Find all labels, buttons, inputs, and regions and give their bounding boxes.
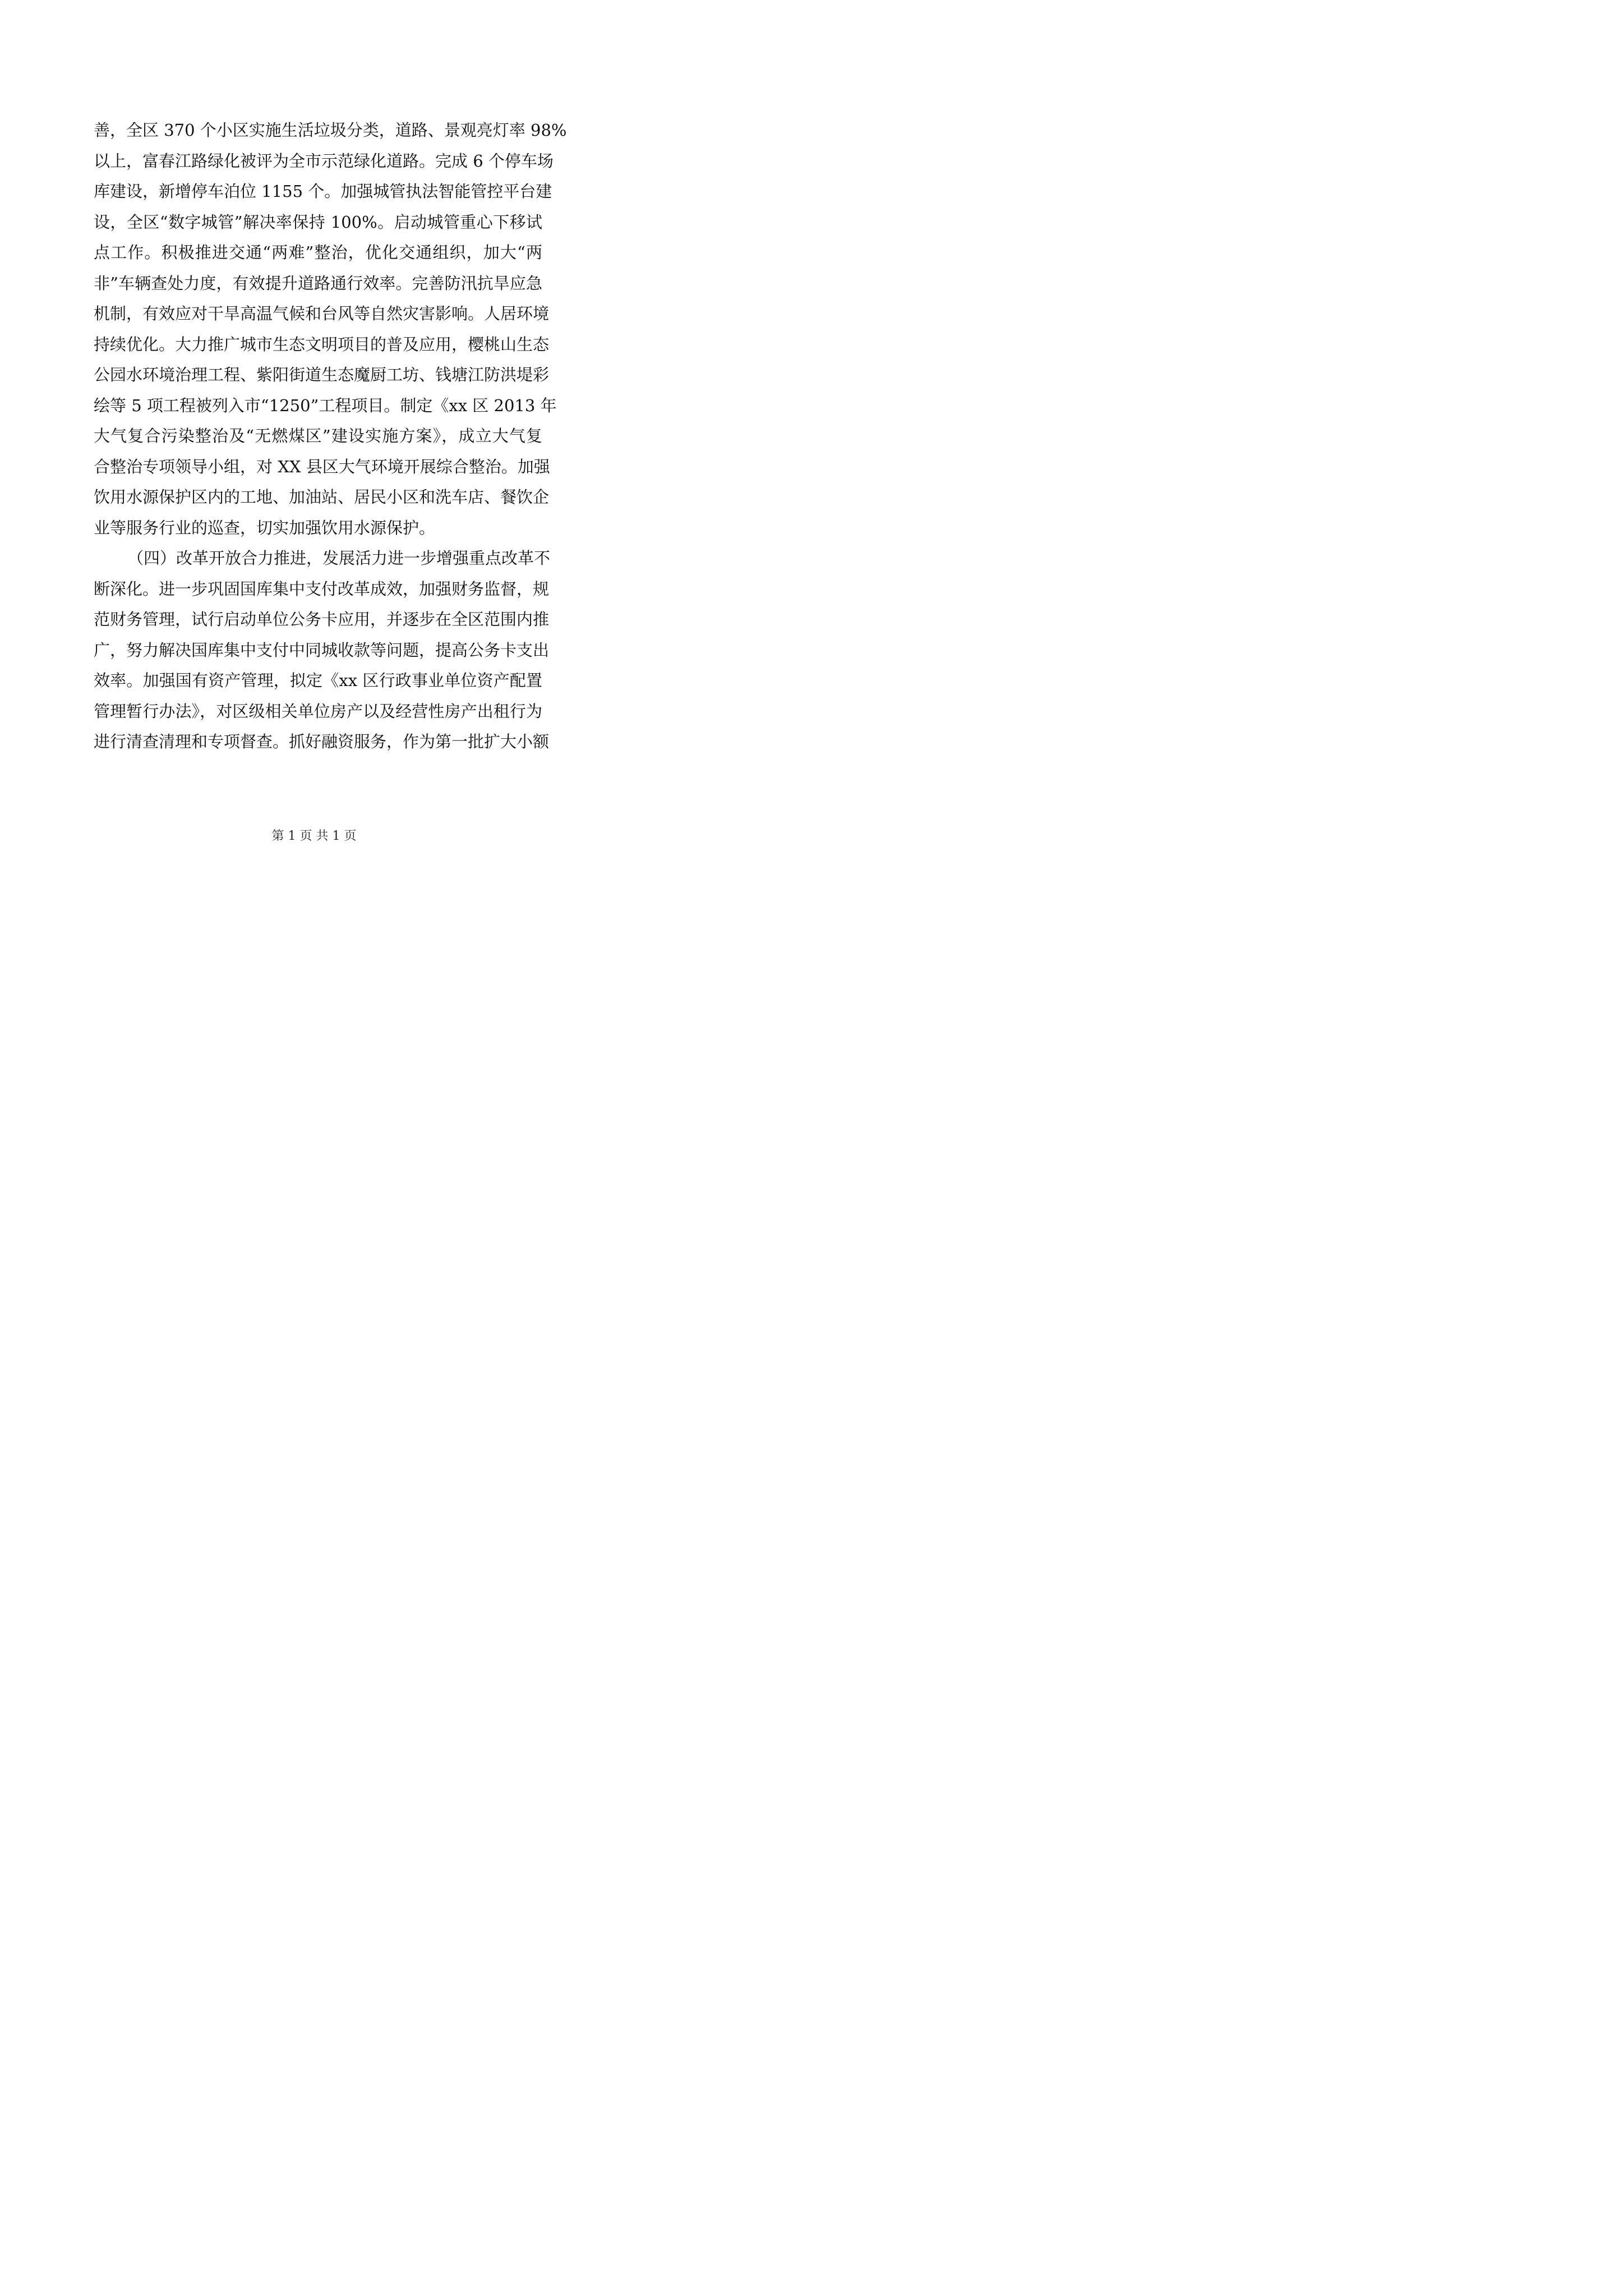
text-line: 大气复合污染整治及“无燃煤区”建设实施方案》，成立大气复 — [94, 426, 542, 445]
text-line: 以上，富春江路绿化被评为全市示范绿化道路。完成 6 个停车场 — [94, 151, 554, 171]
document-body — [94, 115, 567, 757]
text-line: 管理暂行办法》，对区级相关单位房产以及经营性房产出租行为 — [94, 701, 542, 721]
document-page — [0, 0, 628, 889]
page-footer — [0, 828, 628, 845]
text-line: 范财务管理，试行启动单位公务卡应用，并逐步在全区范围内推 — [94, 610, 550, 629]
text-line: 进行清查清理和专项督查。抓好融资服务，作为第一批扩大小额 — [94, 732, 550, 751]
text-line: 合整治专项领导小组，对 XX 县区大气环境开展综合整治。加强 — [94, 457, 550, 476]
text-line: 断深化。进一步巩固国库集中支付改革成效，加强财务监督，规 — [94, 579, 550, 599]
text-line: 效率。加强国有资产管理，拟定《xx 区行政事业单位资产配置 — [94, 671, 542, 690]
text-line: 绘等 5 项工程被列入市“1250”工程项目。制定《xx 区 2013 年 — [94, 395, 557, 415]
text-line: 机制，有效应对干旱高温气候和台风等自然灾害影响。人居环境 — [94, 304, 550, 323]
text-line: 公园水环境治理工程、紫阳街道生态魔厨工坊、钱塘江防洪堤彩 — [94, 365, 550, 384]
text-line: 设，全区“数字城管”解决率保持 100%。启动城管重心下移试 — [94, 212, 542, 232]
text-line: 持续优化。大力推广城市生态文明项目的普及应用，樱桃山生态 — [94, 334, 550, 354]
text-line: 非”车辆查处力度，有效提升道路通行效率。完善防汛抗旱应急 — [94, 273, 542, 293]
text-line: 库建设，新增停车泊位 1155 个。加强城管执法智能管控平台建 — [94, 182, 552, 201]
text-line: 广，努力解决国库集中支付中同城收款等问题，提高公务卡支出 — [94, 640, 550, 660]
section-heading-line: （四）改革开放合力推进，发展活力进一步增强重点改革不 — [127, 549, 551, 568]
text-line: 点工作。积极推进交通“两难”整治，优化交通组织，加大“两 — [94, 243, 542, 262]
paragraph-end-line: 业等服务行业的巡查，切实加强饮用水源保护。 — [94, 518, 436, 537]
text-line: 善，全区 370 个小区实施生活垃圾分类，道路、景观亮灯率 98% — [94, 121, 567, 140]
text-line: 饮用水源保护区内的工地、加油站、居民小区和洗车店、餐饮企 — [94, 487, 550, 507]
page-number-label: 第 1 页 共 1 页 — [271, 829, 357, 843]
